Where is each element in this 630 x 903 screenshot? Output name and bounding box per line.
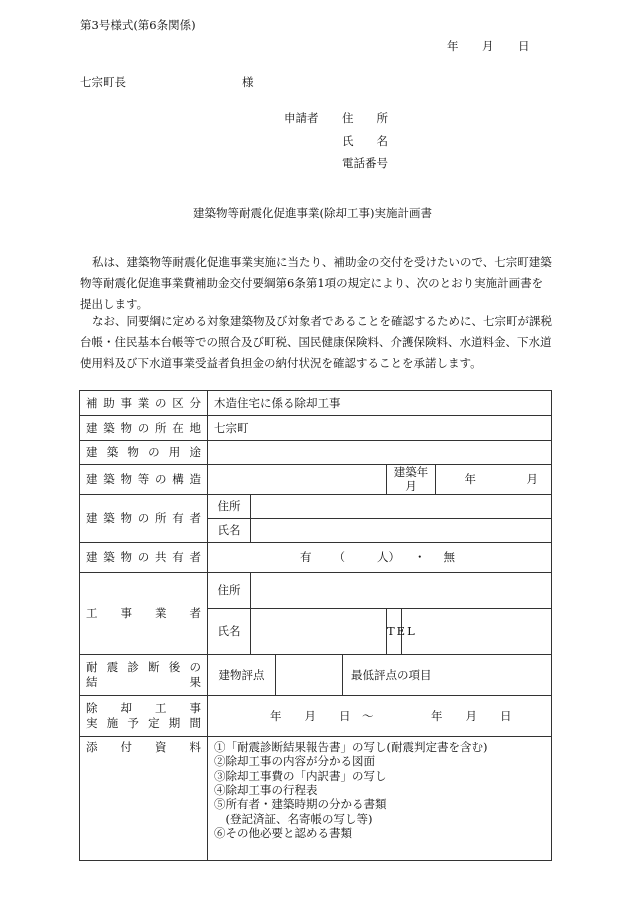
demolition-period-label-line1: 除 却 工 事 <box>86 701 201 716</box>
construction-date-label: 建築年月 <box>387 465 436 495</box>
attachment-item: ②除却工事の内容が分かる図面 <box>214 754 375 769</box>
co-owner-value[interactable] <box>208 542 552 572</box>
building-score-label: 建物評点 <box>208 654 276 695</box>
diagnosis-result-label-line1: 耐震診断後の <box>86 660 201 675</box>
contractor-name-value[interactable] <box>251 608 387 654</box>
building-use-value[interactable] <box>208 441 552 465</box>
building-use-label: 建築物の用途 <box>80 441 208 465</box>
demolition-period-label <box>80 695 208 736</box>
contractor-label: 工事業者 <box>80 572 208 654</box>
document-title: 建築物等耐震化促進事業(除却工事)実施計画書 <box>193 206 432 220</box>
application-form-table <box>79 390 552 861</box>
attachment-item: ①「耐震診断結果報告書」の写し(耐震判定書を含む) <box>214 739 488 754</box>
diagnosis-result-label <box>80 654 208 695</box>
contractor-tel-label: TEL <box>387 608 402 654</box>
applicant-label: 申請者 <box>284 111 319 125</box>
construction-date-value[interactable] <box>436 465 552 495</box>
form-number: 第3号様式(第6条関係) <box>80 18 196 32</box>
owner-address-label: 住所 <box>208 494 251 518</box>
owner-name-label: 氏名 <box>208 518 251 542</box>
attachment-item: ⑤所有者・建築時期の分かる書類 <box>214 797 387 812</box>
owner-address-value[interactable] <box>251 494 552 518</box>
attachment-item: ⑥その他必要と認める書類 <box>214 826 352 840</box>
diagnosis-result-label-line2: 結 果 <box>86 674 201 689</box>
co-owner-yes[interactable]: 有 <box>300 550 312 565</box>
applicant-phone-label: 電話番号 <box>342 156 388 170</box>
demolition-period-label-line2: 実施予定期間 <box>86 715 201 730</box>
subsidy-category-value[interactable]: 木造住宅に係る除却工事 <box>208 391 552 416</box>
building-location-value[interactable]: 七宗町 <box>208 416 552 441</box>
construction-month-unit: 月 <box>526 472 538 487</box>
attachments-label: 添付資料 <box>80 736 208 860</box>
contractor-tel-value[interactable] <box>402 608 552 654</box>
building-structure-label: 建築物等の構造 <box>80 465 208 495</box>
attachment-item: (登記済証、名寄帳の写し等) <box>214 811 373 826</box>
date-year: 年 <box>447 39 459 53</box>
owner-name-value[interactable] <box>251 518 552 542</box>
co-owner-persons: 人） <box>377 550 400 565</box>
applicant-address-label: 住 所 <box>342 111 388 125</box>
attachment-item: ④除却工事の行程表 <box>214 782 318 797</box>
co-owner-open-paren: （ <box>333 550 345 565</box>
subsidy-category-label: 補助事業の区分 <box>80 391 208 416</box>
contractor-address-label: 住所 <box>208 572 251 608</box>
addressee-name: 七宗町長 <box>80 75 126 89</box>
attachment-item: ③除却工事費の「内訳書」の写し <box>214 768 387 783</box>
min-score-item[interactable]: 最低評点の項目 <box>343 654 552 695</box>
building-score-value[interactable] <box>276 654 343 695</box>
applicant-name-label: 氏 名 <box>342 134 388 148</box>
contractor-name-label: 氏名 <box>208 608 251 654</box>
body-paragraph-2: なお、同要綱に定める対象建築物及び対象者であることを確認するために、七宗町が課税台帳・住民基本台帳等での照合及び町税、国民健康保険料、介護保険料、水道料金、下水道使用料及び下水道事業受益者負担金の納付状況を確認することを承諾します。 <box>80 314 552 370</box>
co-owner-label: 建築物の共有者 <box>80 542 208 572</box>
addressee-honorific: 様 <box>242 75 254 89</box>
attachments-list <box>208 736 552 860</box>
building-structure-value[interactable] <box>208 465 387 495</box>
contractor-address-value[interactable] <box>251 572 552 608</box>
construction-year-unit: 年 <box>464 472 476 487</box>
co-owner-separator: ・ <box>414 550 426 565</box>
building-owner-label: 建築物の所有者 <box>80 494 208 542</box>
building-location-label: 建築物の所在地 <box>80 416 208 441</box>
body-paragraph-1: 私は、建築物等耐震化促進事業実施に当たり、補助金の交付を受けたいので、七宗町建築物等耐震化促進事業費補助金交付要綱第6条第1項の規定により、次のとおり実施計画書を提出します。 <box>80 255 552 311</box>
date-month: 月 <box>482 39 494 53</box>
date-day: 日 <box>518 39 530 53</box>
demolition-period-value[interactable]: 年 月 日 ～ 年 月 日 <box>208 695 552 736</box>
co-owner-no[interactable]: 無 <box>443 550 455 565</box>
